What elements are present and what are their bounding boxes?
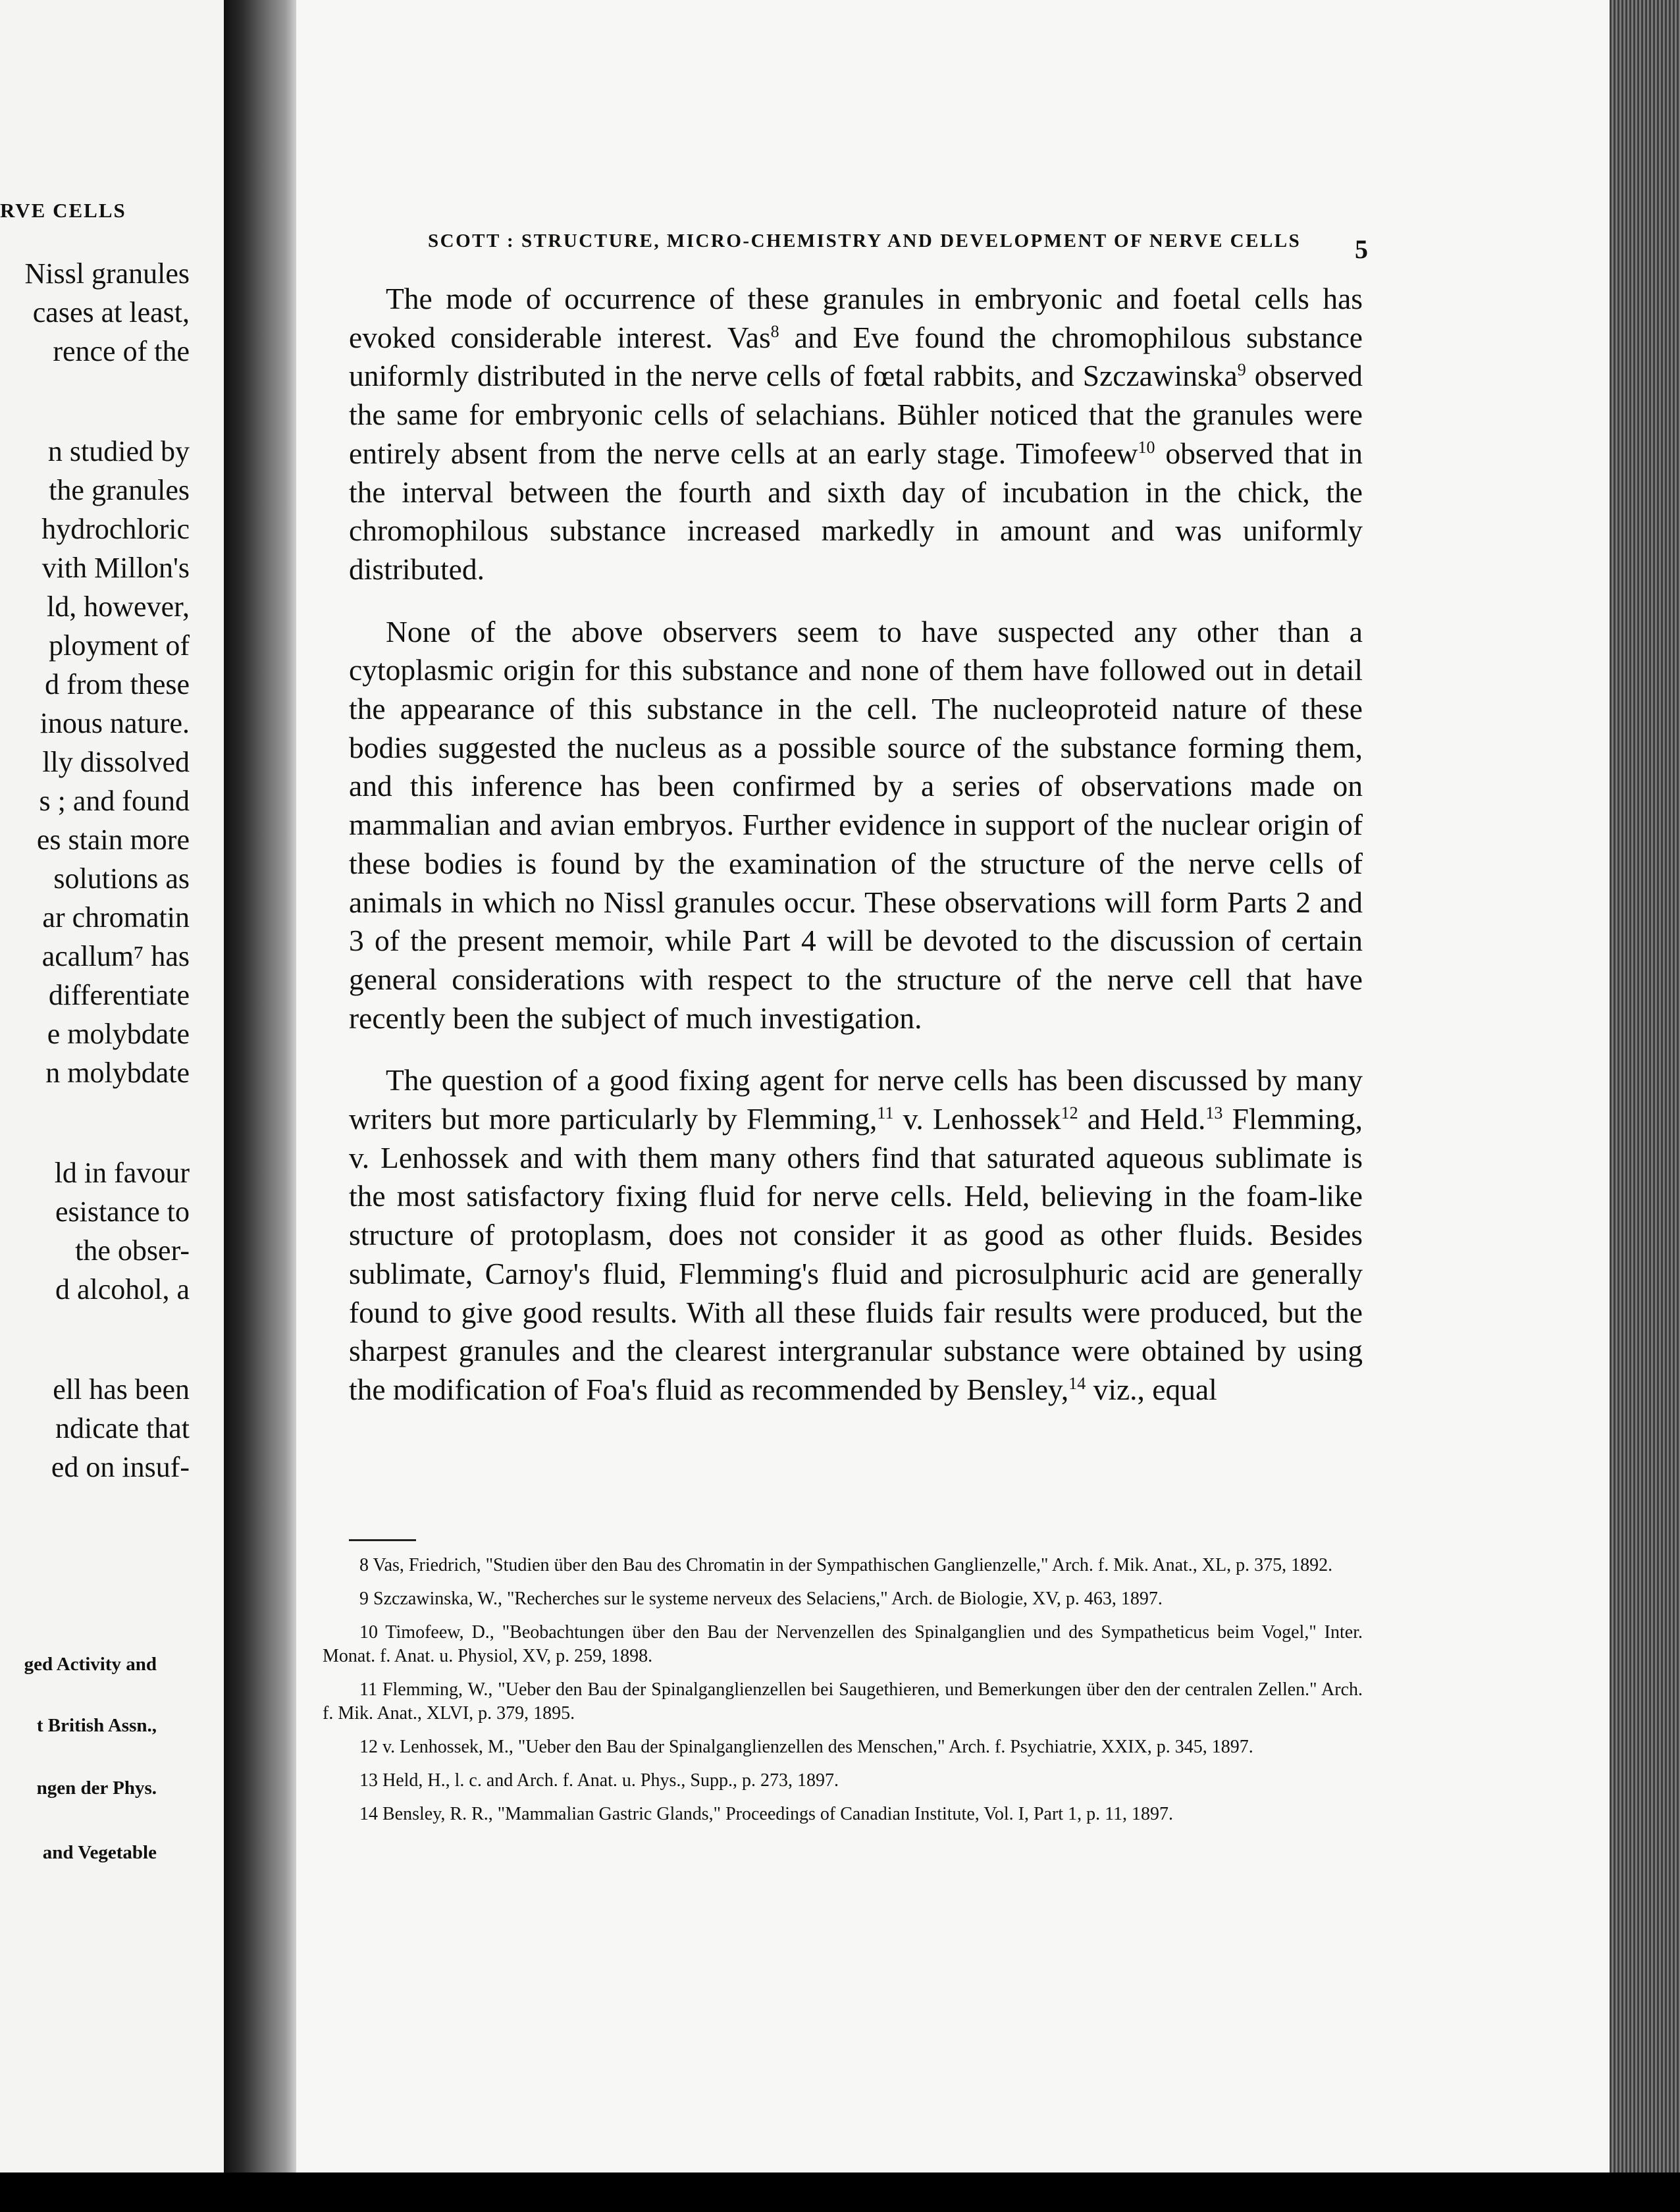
footnote-ref: 12 (1061, 1103, 1078, 1122)
left-text-line: s ; and found (39, 785, 190, 817)
left-text-line: es stain more (36, 824, 190, 856)
left-footnote-fragment: ngen der Phys. (36, 1778, 157, 1799)
footnote-13: 13 Held, H., l. c. and Arch. f. Anat. u. Phys., Supp., p. 273, 1897. (359, 1770, 839, 1791)
footnote-9: 9 Szczawinska, W., "Recherches sur le systeme nerveux des Selaciens," Arch. de Biologie, XV, p. 463, 1897. (359, 1589, 1163, 1609)
left-text-line: ndicate that (55, 1412, 190, 1444)
left-text-line: ar chromatin (42, 901, 190, 934)
footnote-14: 14 Bensley, R. R., "Mammalian Gastric Glands," Proceedings of Canadian Institute, Vol. I, Part 1, p. 11, 1897. (359, 1804, 1174, 1824)
left-text-line: d from these (45, 668, 190, 700)
left-text-line: n molybdate (45, 1057, 190, 1089)
left-text-line: e molybdate (47, 1018, 190, 1050)
footnote-ref: 14 (1068, 1373, 1086, 1393)
footnote-ref: 10 (1138, 437, 1155, 457)
left-text-line: the granules (49, 474, 190, 506)
left-text-line: ell has been (53, 1373, 190, 1406)
paragraph-text: viz., equal (1086, 1372, 1217, 1406)
left-footnote-fragment: and Vegetable (42, 1842, 157, 1863)
left-text-line: d alcohol, a (55, 1273, 190, 1305)
left-text-line: hydrochloric (41, 513, 190, 545)
footnote-ref: 8 (770, 321, 779, 341)
left-text-line: vith Millon's (41, 552, 190, 584)
book-spine-gutter (224, 0, 296, 2172)
stacked-page-edges (1610, 0, 1680, 2172)
paragraph-text: The mode of occurrence of these granules in embryonic and foetal cells has evoked considerable interest. Vas (349, 282, 1363, 354)
paragraph-text: and Eve found the chromophilous substance uniformly distributed in the nerve cells of fœtal rabbits, and Szczawinska (349, 320, 1363, 393)
running-head: SCOTT : STRUCTURE, MICRO-CHEMISTRY AND DEVELOPMENT OF NERVE CELLS (428, 230, 1301, 251)
paragraph-text: observed that in the interval between the fourth and sixth day of incubation in the chick, the chromophilous substance increased markedly in amount and was uniformly distributed. (349, 436, 1363, 586)
paragraph-text: Flemming, v. Lenhossek and with them many others find that saturated aqueous sublimate is the most satisfactory fixing fluid for nerve cells. Held, believing in the foam-like structure of protoplasm, does not consider it as good as other fluids. Besides sublimate, Carnoy's fluid, Flemming's fluid and picrosulphuric acid are generally found to give good results. With all these fluids fair results were produced, but the sharpest granules and the clearest intergranular substance were obtained by using the modification of Foa's fluid as recommended by Bensley, (349, 1102, 1363, 1406)
left-text-line: acallum⁷ has (41, 940, 190, 972)
right-page (296, 0, 1610, 2172)
footnote-ref: 13 (1205, 1103, 1223, 1122)
paragraph-2 (349, 613, 1363, 1038)
footnotes (323, 1554, 1363, 1836)
left-page (0, 0, 224, 2172)
paragraph-text: v. Lenhossek (893, 1102, 1061, 1136)
paragraph-text: The question of a good fixing agent for nerve cells has been discussed by many writers but more particularly by Flemming, (349, 1063, 1363, 1136)
left-footnote-fragment: t British Assn., (36, 1715, 157, 1736)
footnote-10: 10 Timofeew, D., "Beobachtungen über den Bau der Nervenzellen des Spinalganglien und des Sympatheticus beim Vogel," Inter. Monat. f. Anat. u. Physiol, XV, p. 259, 1898. (323, 1622, 1363, 1666)
left-text-line: cases at least, (32, 296, 190, 329)
page-number: 5 (1355, 234, 1368, 264)
footnote-12: 12 v. Lenhossek, M., "Ueber den Bau der Spinalganglienzellen des Menschen," Arch. f. Psychiatrie, XXIX, p. 345, 1897. (359, 1737, 1253, 1757)
footnote-ref: 9 (1237, 360, 1246, 380)
paragraph-text: and Held. (1078, 1102, 1206, 1136)
left-text-line: solutions as (53, 862, 190, 895)
footnote-8: 8 Vas, Friedrich, "Studien über den Bau des Chromatin in der Sympathischen Ganglienzelle," Arch. f. Mik. Anat., XL, p. 375, 1892. (359, 1555, 1333, 1575)
left-text-line: ed on insuf- (51, 1451, 190, 1483)
left-text-line: ld, however, (47, 591, 190, 623)
footnote-ref: 11 (877, 1103, 894, 1122)
left-text-line: esistance to (55, 1196, 190, 1228)
left-text-line: inous nature. (39, 707, 190, 739)
left-text-line: lly dissolved (42, 746, 190, 778)
paragraph-text: observed the same for embryonic cells of selachians. Bühler noticed that the granules were entirely absent from the nerve cells at an early stage. Timofeew (349, 359, 1363, 470)
left-text-line: rence of the (53, 335, 190, 367)
left-text-line: ld in favour (54, 1157, 190, 1189)
paragraph-text: None of the above observers seem to have suspected any other than a cytoplasmic origin for this substance and none of them have followed out in detail the appearance of this substance in the cell. The nucleoproteid nature of these bodies suggested the nucleus as a possible source of the substance forming them, and this inference has been confirmed by a series of observations made on mammalian and avian embryos. Further evidence in support of the nuclear origin of these bodies is found by the examination of the structure of the nerve cells of animals in which no Nissl granules occur. These observations will form Parts 2 and 3 of the present memoir, while Part 4 will be devoted to the discussion of certain general considerations with respect to the structure of the nerve cell that have recently been the subject of much investigation. (349, 614, 1363, 1035)
left-footnote-fragment: ged Activity and (24, 1654, 157, 1675)
footnote-11: 11 Flemming, W., "Ueber den Bau der Spinalganglienzellen bei Saugethieren, und Bemerkungen über den der centralen Zellen." Arch. f. Mik. Anat., XLVI, p. 379, 1895. (323, 1679, 1363, 1724)
left-running-head: RVE CELLS (0, 199, 126, 222)
left-text-line: the obser- (75, 1234, 190, 1267)
paragraph-3 (349, 1061, 1363, 1409)
body-text (349, 280, 1363, 1433)
left-text-line: ployment of (49, 629, 190, 662)
left-text-line: differentiate (48, 979, 190, 1011)
paragraph-1 (349, 280, 1363, 589)
scan-background (0, 2172, 1680, 2212)
footnote-rule (349, 1539, 416, 1541)
left-text-line: Nissl granules (24, 257, 190, 290)
left-text-line: n studied by (47, 435, 190, 467)
